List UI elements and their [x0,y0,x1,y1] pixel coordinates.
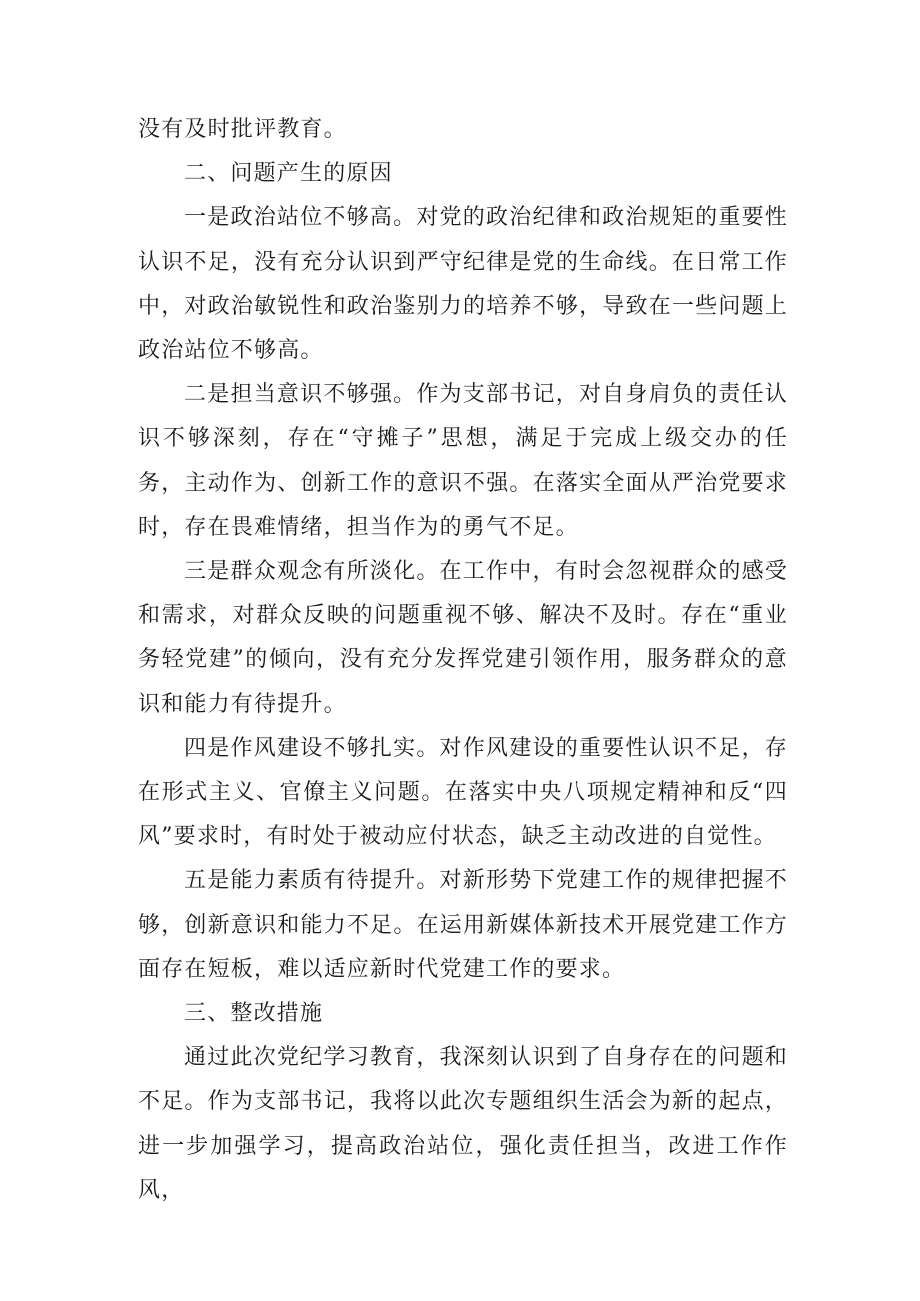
paragraph-cause-3: 三是群众观念有所淡化。在工作中，有时会忽视群众的感受和需求，对群众反映的问题重视不够、解决不及时。存在“重业务轻党建”的倾向，没有充分发挥党建引领作用，服务群众的意识和能力有待提升。 [138,559,788,717]
paragraph-measures-intro: 通过此次党纪学习教育，我深刻认识到了自身存在的问题和不足。作为支部书记，我将以此次专题组织生活会为新的起点，进一步加强学习，提高政治站位，强化责任担当，改进工作作风， [138,1045,788,1203]
paragraph-cause-2: 二是担当意识不够强。作为支部书记，对自身肩负的责任认识不够深刻，存在“守摊子”思想，满足于完成上级交办的任务，主动作为、创新工作的意识不强。在落实全面从严治党要求时，存在畏难情绪，担当作为的勇气不足。 [138,382,788,540]
paragraph-continuation: 没有及时批评教育。 [138,117,347,142]
paragraph-cause-1: 一是政治站位不够高。对党的政治纪律和政治规矩的重要性认识不足，没有充分认识到严守纪律是党的生命线。在日常工作中，对政治敏锐性和政治鉴别力的培养不够，导致在一些问题上政治站位不够高。 [138,205,788,364]
section-heading-measures: 三、整改措施 [184,1001,324,1027]
paragraph-cause-5: 五是能力素质有待提升。对新形势下党建工作的规律把握不够，创新意识和能力不足。在运用新媒体新技术开展党建工作方面存在短板，难以适应新时代党建工作的要求。 [138,868,788,982]
section-heading-causes: 二、问题产生的原因 [184,161,393,187]
document-body [138,108,788,1213]
paragraph-cause-4: 四是作风建设不够扎实。对作风建设的重要性认识不足，存在形式主义、官僚主义问题。在落实中央八项规定精神和反“四风”要求时，有时处于被动应付状态，缺乏主动改进的自觉性。 [138,735,788,850]
